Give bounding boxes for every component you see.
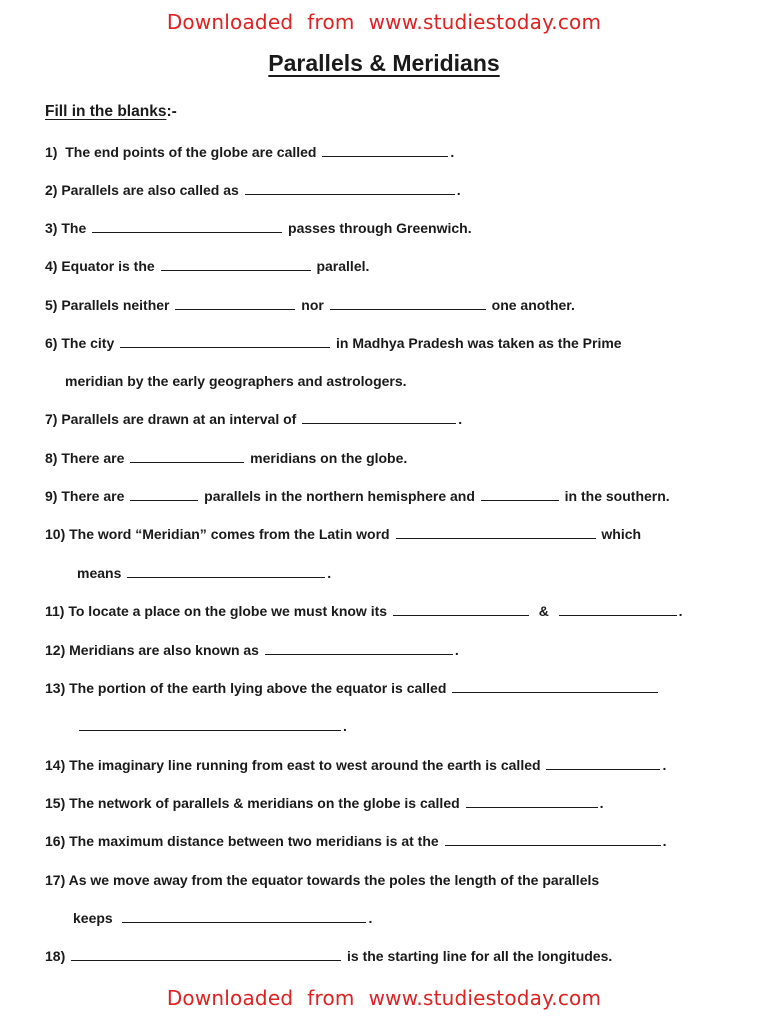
answer-blank[interactable] [322, 144, 448, 157]
answer-blank[interactable] [302, 411, 456, 424]
question-text: 4) Equator is the [45, 258, 159, 274]
question-text: keeps [73, 910, 121, 926]
header-watermark-url: www.studiestoday.com [368, 10, 602, 34]
question-text: 15) The network of parallels & meridians on the globe is called [45, 795, 464, 811]
question-text: nor [297, 297, 328, 313]
answer-blank[interactable] [546, 757, 660, 770]
question-text: & [530, 603, 557, 619]
question-line [65, 373, 407, 389]
question-text: 16) The maximum distance between two meridians is at the [45, 833, 443, 849]
question-text: meridians on the globe. [246, 450, 408, 466]
question-line [45, 603, 683, 619]
question-text: 7) Parallels are drawn at an interval of [45, 411, 301, 427]
question-line [45, 948, 612, 964]
question-text: 8) There are [45, 450, 129, 466]
question-text: 2) Parallels are also called as [45, 182, 243, 198]
question-text: parallel. [312, 258, 370, 274]
question-line [45, 833, 666, 849]
answer-blank[interactable] [393, 603, 529, 616]
question-text: . [450, 144, 455, 160]
question-text: . [662, 757, 667, 773]
answer-blank[interactable] [559, 603, 677, 616]
question-text: parallels in the northern hemisphere and [200, 488, 479, 504]
question-text: . [458, 411, 463, 427]
question-line [45, 258, 369, 274]
answer-blank[interactable] [161, 258, 311, 271]
question-text: which [597, 526, 642, 542]
footer-watermark-word-2: from [307, 986, 355, 1010]
question-text: 17) As we move away from the equator towards the poles the length of the parallels [45, 872, 600, 888]
question-text: . [368, 910, 373, 926]
question-text: . [678, 603, 683, 619]
question-text: in the southern. [560, 488, 670, 504]
answer-blank[interactable] [396, 526, 596, 539]
answer-blank[interactable] [452, 680, 658, 693]
question-line [45, 642, 459, 658]
answer-blank[interactable] [265, 642, 453, 655]
section-heading-label: Fill in the blanks [45, 103, 167, 120]
answer-blank[interactable] [481, 488, 559, 501]
question-text: 1) The end points of the globe are called [45, 144, 321, 160]
answer-blank[interactable] [71, 948, 341, 961]
question-text: is the starting line for all the longitudes. [343, 948, 613, 964]
question-line [77, 718, 347, 734]
question-text: one another. [487, 297, 575, 313]
answer-blank[interactable] [92, 220, 282, 233]
question-line [45, 144, 454, 160]
question-text: . [454, 642, 459, 658]
question-text: means [77, 565, 126, 581]
question-text: 13) The portion of the earth lying above the equator is called [45, 680, 451, 696]
question-text: 18) [45, 948, 70, 964]
question-line [45, 450, 407, 466]
question-line [45, 182, 461, 198]
question-text: in Madhya Pradesh was taken as the Prime [332, 335, 622, 351]
header-watermark [0, 10, 768, 34]
section-heading-suffix: :- [166, 103, 177, 120]
answer-blank[interactable] [130, 488, 198, 501]
answer-blank[interactable] [445, 833, 661, 846]
question-text: 3) The [45, 220, 91, 236]
question-text: 11) To locate a place on the globe we must know its [45, 603, 391, 619]
answer-blank[interactable] [120, 335, 330, 348]
footer-watermark [0, 986, 768, 1010]
question-text: . [327, 565, 332, 581]
question-text: . [343, 718, 347, 734]
answer-blank[interactable] [79, 718, 341, 731]
question-line [45, 297, 575, 313]
question-text: 6) The city [45, 335, 119, 351]
question-text: . [662, 833, 667, 849]
question-text: 14) The imaginary line running from east to west around the earth is called [45, 757, 545, 773]
question-text: 5) Parallels neither [45, 297, 174, 313]
question-text: . [599, 795, 604, 811]
answer-blank[interactable] [130, 450, 244, 463]
question-line [45, 757, 666, 773]
question-line [45, 411, 462, 427]
answer-blank[interactable] [330, 297, 486, 310]
footer-watermark-word-1: Downloaded [166, 986, 294, 1010]
answer-blank[interactable] [245, 182, 455, 195]
answer-blank[interactable] [122, 910, 366, 923]
answer-blank[interactable] [127, 565, 325, 578]
footer-watermark-url: www.studiestoday.com [368, 986, 602, 1010]
question-text: passes through Greenwich. [284, 220, 472, 236]
question-line [45, 335, 622, 351]
question-line [73, 910, 372, 926]
question-text: . [456, 182, 461, 198]
question-line [77, 565, 331, 581]
question-line [45, 680, 660, 696]
question-line [45, 220, 472, 236]
question-text: 10) The word “Meridian” comes from the Latin word [45, 526, 394, 542]
question-text: 9) There are [45, 488, 129, 504]
question-line [45, 488, 670, 504]
section-heading [45, 103, 177, 121]
question-text: 12) Meridians are also known as [45, 642, 263, 658]
question-text: meridian by the early geographers and astrologers. [65, 373, 407, 389]
page-title: Parallels & Meridians [268, 50, 500, 76]
question-line [45, 795, 603, 811]
header-watermark-word-2: from [307, 10, 355, 34]
answer-blank[interactable] [175, 297, 295, 310]
question-line [45, 872, 599, 888]
question-line [45, 526, 641, 542]
answer-blank[interactable] [466, 795, 598, 808]
header-watermark-word-1: Downloaded [166, 10, 294, 34]
